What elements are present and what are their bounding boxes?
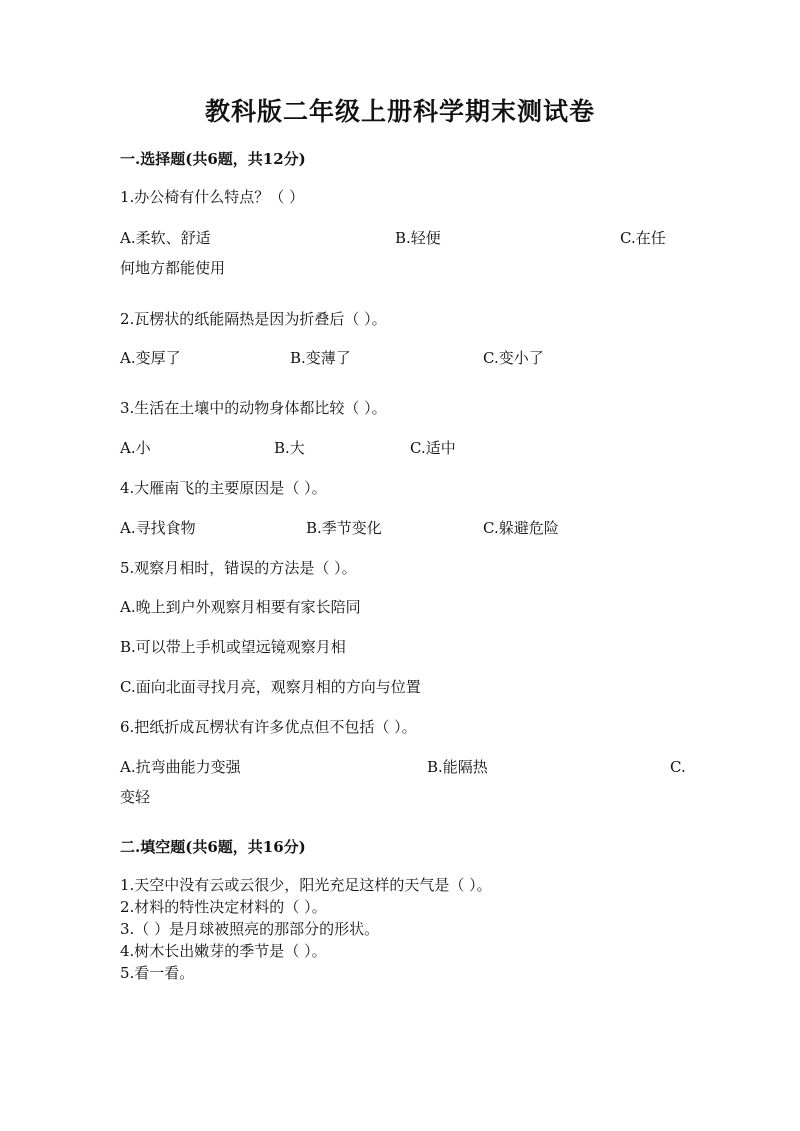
- fill-item-4: 4.树木长出嫩芽的季节是（ ）。: [120, 942, 327, 960]
- q5-option-b: B.可以带上手机或望远镜观察月相: [120, 638, 346, 656]
- fill-item-3: 3.（ ）是月球被照亮的那部分的形状。: [120, 920, 380, 938]
- q6-option-c: C.: [670, 758, 686, 776]
- q3-option-a: A.小: [120, 439, 151, 457]
- question-stem-4: 4.大雁南飞的主要原因是（ ）。: [120, 479, 327, 497]
- q5-option-c: C.面向北面寻找月亮，观察月相的方向与位置: [120, 678, 421, 696]
- fill-item-5: 5.看一看。: [120, 964, 195, 982]
- question-stem-2: 2.瓦楞状的纸能隔热是因为折叠后（ ）。: [120, 310, 387, 328]
- fill-item-2: 2.材料的特性决定材料的（ ）。: [120, 898, 327, 916]
- q1-option-c: C.在任: [620, 229, 666, 247]
- question-stem-3: 3.生活在土壤中的动物身体都比较（ ）。: [120, 399, 387, 417]
- q2-option-a: A.变厚了: [120, 349, 181, 367]
- q3-option-b: B.大: [274, 439, 305, 457]
- q1-option-a: A.柔软、舒适: [120, 229, 211, 247]
- q2-option-c: C.变小了: [483, 349, 544, 367]
- q4-option-a: A.寻找食物: [120, 519, 196, 537]
- q6-option-a: A.抗弯曲能力变强: [120, 758, 241, 776]
- q4-option-b: B.季节变化: [306, 519, 382, 537]
- q6-option-c-wrap: 变轻: [120, 788, 151, 806]
- section-heading-choice: 一.选择题(共6题，共12分): [120, 150, 306, 168]
- question-stem-5: 5.观察月相时，错误的方法是（ ）。: [120, 559, 357, 577]
- q6-option-b: B.能隔热: [427, 758, 488, 776]
- section-heading-fill: 二.填空题(共6题，共16分): [120, 838, 306, 856]
- fill-item-1: 1.天空中没有云或云很少，阳光充足这样的天气是（ ）。: [120, 876, 492, 894]
- q3-option-c: C.适中: [410, 439, 456, 457]
- q1-option-b: B.轻便: [395, 229, 441, 247]
- question-stem-1: 1.办公椅有什么特点？（ ）: [120, 188, 305, 206]
- page-title: 教科版二年级上册科学期末测试卷: [204, 97, 595, 126]
- q1-option-c-wrap: 何地方都能使用: [120, 259, 226, 277]
- q2-option-b: B.变薄了: [290, 349, 351, 367]
- q5-option-a: A.晚上到户外观察月相要有家长陪同: [120, 598, 361, 616]
- q4-option-c: C.躲避危险: [483, 519, 559, 537]
- question-stem-6: 6.把纸折成瓦楞状有许多优点但不包括（ ）。: [120, 718, 417, 736]
